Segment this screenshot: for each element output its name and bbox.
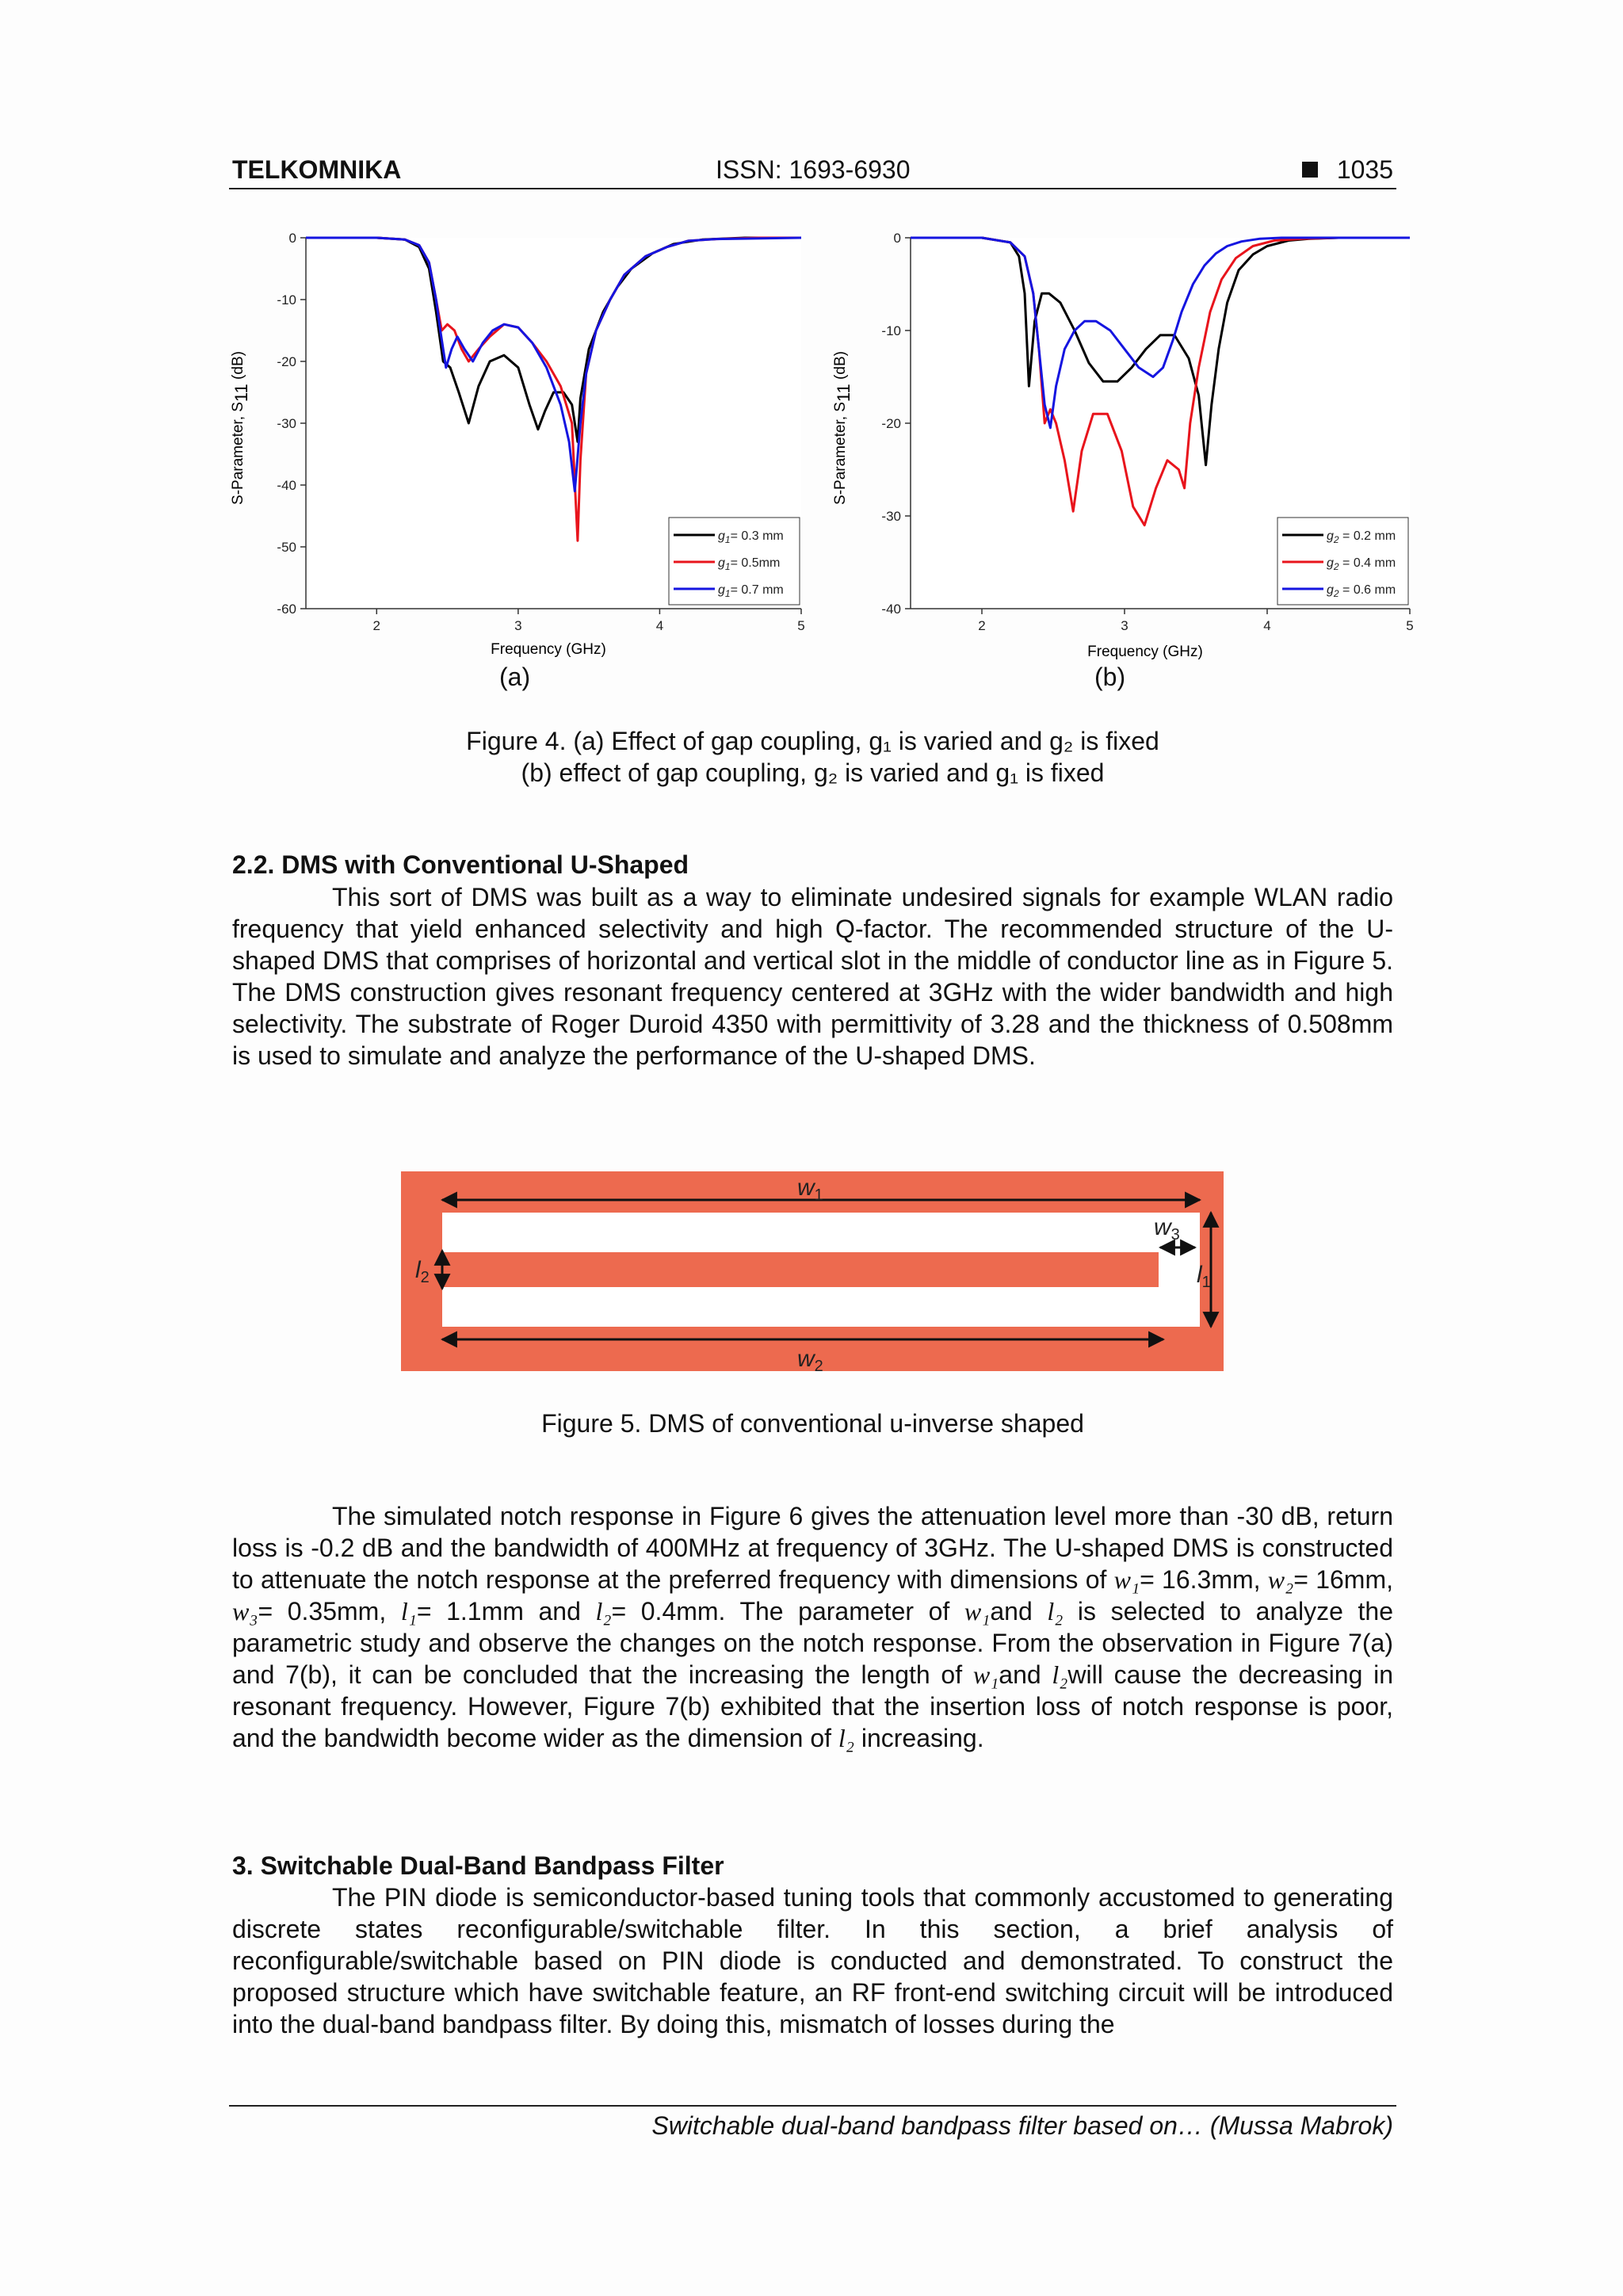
figure4-caption-line2: (b) effect of gap coupling, g₂ is varied and g₁ is fixed [521, 758, 1105, 787]
chart-b-legend-entry: $g_2 = 0.4$ mm [1327, 556, 1396, 572]
chart-a-x-tick-label: 3 [514, 618, 522, 633]
figure4-caption-line1: Figure 4. (a) Effect of gap coupling, g₁ is varied and g₂ is fixed [466, 727, 1159, 755]
section-3-paragraph: The PIN diode is semiconductor-based tuning tools that commonly accustomed to generating discrete states reconfigurable/switchable filter. In this section, a brief analysis of reconfigurable/switchable based on PIN diode is conducted and demonstrated. To construct the proposed structure which have switchable feature, an RF front-end switching circuit will be introduced into the dual-band bandpass filter. By doing this, mismatch of losses during the [232, 1883, 1393, 2038]
chart-b [820, 222, 1423, 666]
chart-a-ylabel: S-Parameter, S11 (dB) [230, 351, 251, 505]
section-3-heading: 3. Switchable Dual-Band Bandpass Filter [232, 1851, 724, 1880]
chart-a-y-tick-label: 0 [288, 231, 296, 246]
footer-rule [229, 2105, 1396, 2107]
chart-a-y-tick-label: -30 [277, 416, 296, 431]
chart-b-plot [881, 231, 1413, 633]
l1-label: $l_1$ [1197, 1262, 1211, 1291]
w2-label: $w_2$ [797, 1346, 823, 1371]
chart-a-legend-entry: $g_1= 0.3$ mm [718, 529, 784, 545]
chart-a-y-tick-label: -40 [277, 478, 296, 493]
chart-a-legend-entry: $g_1= 0.5mm$ [718, 556, 781, 572]
section-2-2-heading: 2.2. DMS with Conventional U-Shaped [232, 850, 689, 879]
section-2-2-paragraph: This sort of DMS was built as a way to eliminate undesired signals for example WLAN radio frequency that yield enhanced selectivity and high Q-factor. The recommended structure of the U-shaped DMS that comprises of horizontal and vertical slot in the middle of conductor line as in Figure 5. The DMS construction gives resonant frequency centered at 3GHz with the wider bandwidth and high selectivity. The substrate of Roger Duroid 4350 with permittivity of 3.28 and the thickness of 0.508mm is used to simulate and analyze the performance of the U-shaped DMS. [232, 883, 1393, 1070]
chart-b-legend-entry: $g_2 = 0.2$ mm [1327, 529, 1396, 545]
header-rule [229, 188, 1396, 189]
chart-b-x-tick-label: 3 [1121, 618, 1128, 633]
chart-a-y-tick-label: -60 [277, 602, 296, 617]
panel-b-label: (b) [1094, 663, 1126, 691]
page-number: 1035 [1336, 155, 1393, 184]
square-bullet-icon [1302, 162, 1318, 178]
issn: ISSN: 1693-6930 [716, 155, 911, 184]
chart-a-legend-entry: $g_1= 0.7$ mm [718, 583, 784, 599]
chart-b-xlabel: Frequency (GHz) [1087, 644, 1203, 660]
chart-b-y-tick-label: -40 [881, 602, 901, 617]
notch-paragraph: The simulated notch response in Figure 6 gives the attenuation level more than -30 dB, return loss is -0.2 dB and the bandwidth of 400MHz at frequency of 3GHz. The U-shaped DMS is constructed to attenuate the notch response at the preferred frequency with dimensions of w₁= 16.3mm, w₂= 16mm, w₃= 0.35mm, l₁= 1.1mm and l₂= 0.4mm. The parameter of w₁and l₂ is selected to analyze the parametric study and observe the changes on the notch response. From the observation in Figure 7(a) and 7(b), it can be concluded that the increasing the length of w₁and l₂will cause the decreasing in resonant frequency. However, Figure 7(b) exhibited that the insertion loss of notch response is poor, and the bandwidth become wider as the dimension of l₂ increasing. [232, 1502, 1394, 1752]
chart-a-x-tick-label: 2 [372, 618, 381, 633]
conductor-strip [401, 1171, 1224, 1371]
chart-b-y-tick-label: -20 [881, 416, 901, 431]
panel-a-label: (a) [499, 663, 531, 691]
chart-b-x-tick-label: 2 [978, 618, 986, 633]
w3-label: $w_3$ [1154, 1214, 1180, 1244]
chart-a-y-tick-label: -50 [277, 540, 296, 555]
journal-name: TELKOMNIKA [232, 155, 402, 184]
l2-label: $l_2$ [415, 1257, 430, 1286]
chart-a-y-tick-label: -10 [277, 292, 296, 308]
figure5-diagram [401, 1171, 1224, 1371]
chart-b-legend-entry: $g_2 = 0.6$ mm [1327, 583, 1396, 599]
chart-b-ylabel: S-Parameter, S11 (dB) [832, 351, 854, 505]
slot-bottom [442, 1287, 1200, 1327]
chart-a [214, 222, 816, 666]
footer-text: Switchable dual-band bandpass filter based on… (Mussa Mabrok) [651, 2111, 1393, 2140]
chart-b-x-tick-label: 5 [1406, 618, 1414, 633]
w1-label: $w_1$ [797, 1175, 823, 1204]
figure5-caption: Figure 5. DMS of conventional u-inverse shaped [541, 1409, 1084, 1438]
chart-b-y-tick-label: 0 [893, 231, 901, 246]
chart-b-y-tick-label: -30 [881, 509, 901, 524]
chart-a-y-tick-label: -20 [277, 354, 296, 369]
chart-b-x-tick-label: 4 [1263, 618, 1271, 633]
chart-a-plot [277, 231, 804, 633]
chart-a-xlabel: Frequency (GHz) [491, 641, 606, 658]
chart-a-x-tick-label: 4 [655, 618, 664, 633]
chart-b-y-tick-label: -10 [881, 323, 901, 338]
slot-top [442, 1213, 1200, 1252]
page-number-block [1298, 155, 1393, 185]
chart-a-x-tick-label: 5 [797, 618, 805, 633]
